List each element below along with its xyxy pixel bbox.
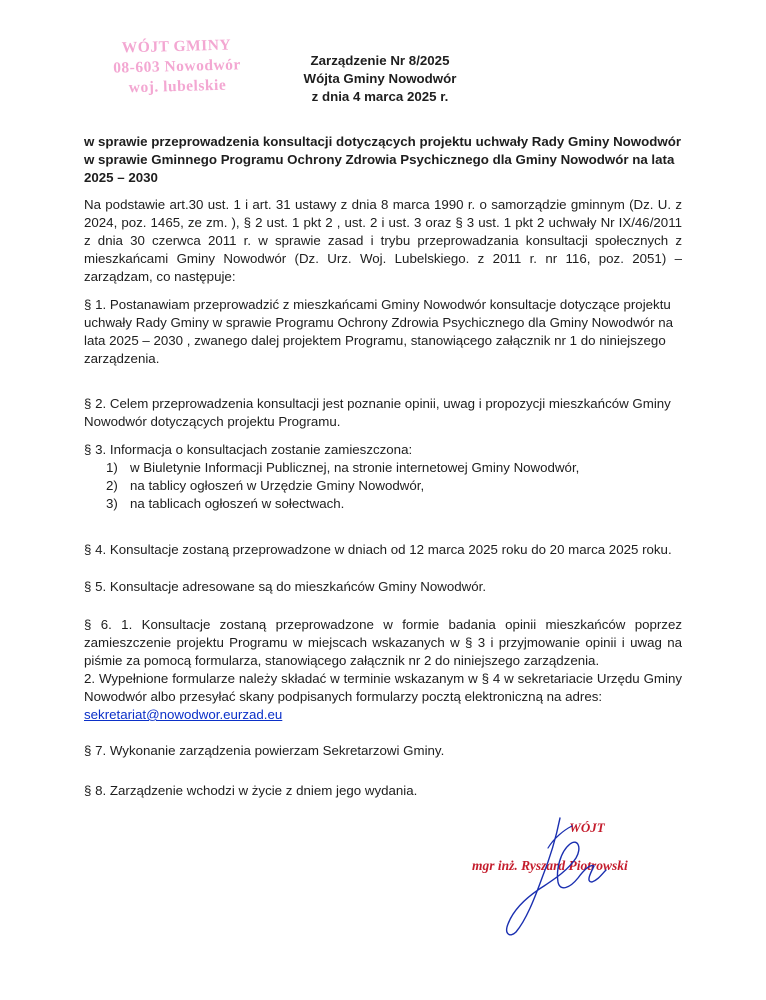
- section-6-part-1: § 6. 1. Konsultacje zostaną przeprowadzone w formie badania opinii mieszkańców poprzez zamieszczenie projektu Programu w miejscach wskazanych w § 3 i przyjmowanie opinii i uwag na piśmie za pomocą formularza, stanowiącego załącznik nr 2 do niniejszego zarządzenia.: [84, 617, 682, 668]
- list-item: [84, 495, 682, 513]
- list-item-text: w Biuletynie Informacji Publicznej, na stronie internetowej Gminy Nowodwór,: [130, 460, 580, 475]
- stamp-line-2: 08-603 Nowodwór: [112, 56, 242, 77]
- document-date: z dnia 4 marca 2025 r.: [311, 89, 449, 104]
- section-6-part-2: 2. Wypełnione formularze należy składać w terminie wskazanym w § 4 w sekretariacie Urzędu Gminy Nowodwór albo przesyłać skany podpisanych formularzy pocztą elektroniczną na adres:: [84, 671, 682, 704]
- section-6: [84, 616, 682, 724]
- stamp-line-3: woj. lubelskie: [128, 76, 227, 97]
- email-link[interactable]: sekretariat@nowodwor.eurzad.eu: [84, 707, 283, 722]
- signatory-name: mgr inż. Ryszard Piotrowski: [472, 858, 628, 873]
- document-title: Zarządzenie Nr 8/2025: [310, 53, 450, 68]
- document-header: [270, 52, 490, 106]
- document-issuer: Wójta Gminy Nowodwór: [303, 71, 457, 86]
- list-item-text: na tablicach ogłoszeń w sołectwach.: [130, 496, 345, 511]
- section-8: § 8. Zarządzenie wchodzi w życie z dniem jego wydania.: [84, 783, 418, 798]
- list-item-number: 1): [106, 460, 118, 475]
- section-4: § 4. Konsultacje zostaną przeprowadzone w dniach od 12 marca 2025 roku do 20 marca 2025 roku.: [84, 542, 672, 557]
- handwritten-signature: [498, 808, 618, 938]
- list-item-text: na tablicy ogłoszeń w Urzędzie Gminy Nowodwór,: [130, 478, 425, 493]
- list-item: [84, 459, 682, 477]
- publication-places-list: [84, 459, 682, 513]
- section-3: [84, 441, 682, 513]
- section-1: § 1. Postanawiam przeprowadzić z mieszkańcami Gminy Nowodwór konsultacje dotyczące projektu uchwały Rady Gminy w sprawie Programu Ochrony Zdrowia Psychicznego dla Gminy Nowodwór na lata 2025 – 2030 , zwanego dalej projektem Programu, stanowiącego załącznik nr 1 do niniejszego zarządzenia.: [84, 297, 673, 366]
- list-item-number: 3): [106, 496, 118, 511]
- section-5: § 5. Konsultacje adresowane są do mieszkańców Gminy Nowodwór.: [84, 579, 487, 594]
- stamp-line-1: WÓJT GMINY: [121, 36, 232, 57]
- section-7: § 7. Wykonanie zarządzenia powierzam Sekretarzowi Gminy.: [84, 743, 445, 758]
- section-3-intro: § 3. Informacja o konsultacjach zostanie zamieszczona:: [84, 442, 413, 457]
- list-item-number: 2): [106, 478, 118, 493]
- legal-basis-paragraph: Na podstawie art.30 ust. 1 i art. 31 ustawy z dnia 8 marca 1990 r. o samorządzie gminnym (Dz. U. z 2024, poz. 1465, ze zm. ), § 2 ust. 1 pkt 2 , ust. 2 i ust. 3 oraz § 3 ust. 1 pkt 2 uchwały Nr IX/46/2011 z dnia 30 czerwca 2011 r. w sprawie zasad i trybu przeprowadzania konsultacji społecznych z mieszkańcami Gminy Nowodwór (Dz. Urz. Woj. Lubelskiego. z 2011 r. nr 116, poz. 2051) – zarządzam, co następuje:: [84, 197, 682, 284]
- list-item: [84, 477, 682, 495]
- document-subject: w sprawie przeprowadzenia konsultacji dotyczących projektu uchwały Rady Gminy Nowodwór w sprawie Gminnego Programu Ochrony Zdrowia Psychicznego dla Gminy Nowodwór na lata 2025 – 2030: [84, 134, 682, 185]
- office-stamp: [83, 35, 271, 100]
- section-2: § 2. Celem przeprowadzenia konsultacji jest poznanie opinii, uwag i propozycji mieszkańców Gminy Nowodwór dotyczących projektu Programu.: [84, 396, 671, 429]
- signature-title: WÓJT: [569, 820, 605, 835]
